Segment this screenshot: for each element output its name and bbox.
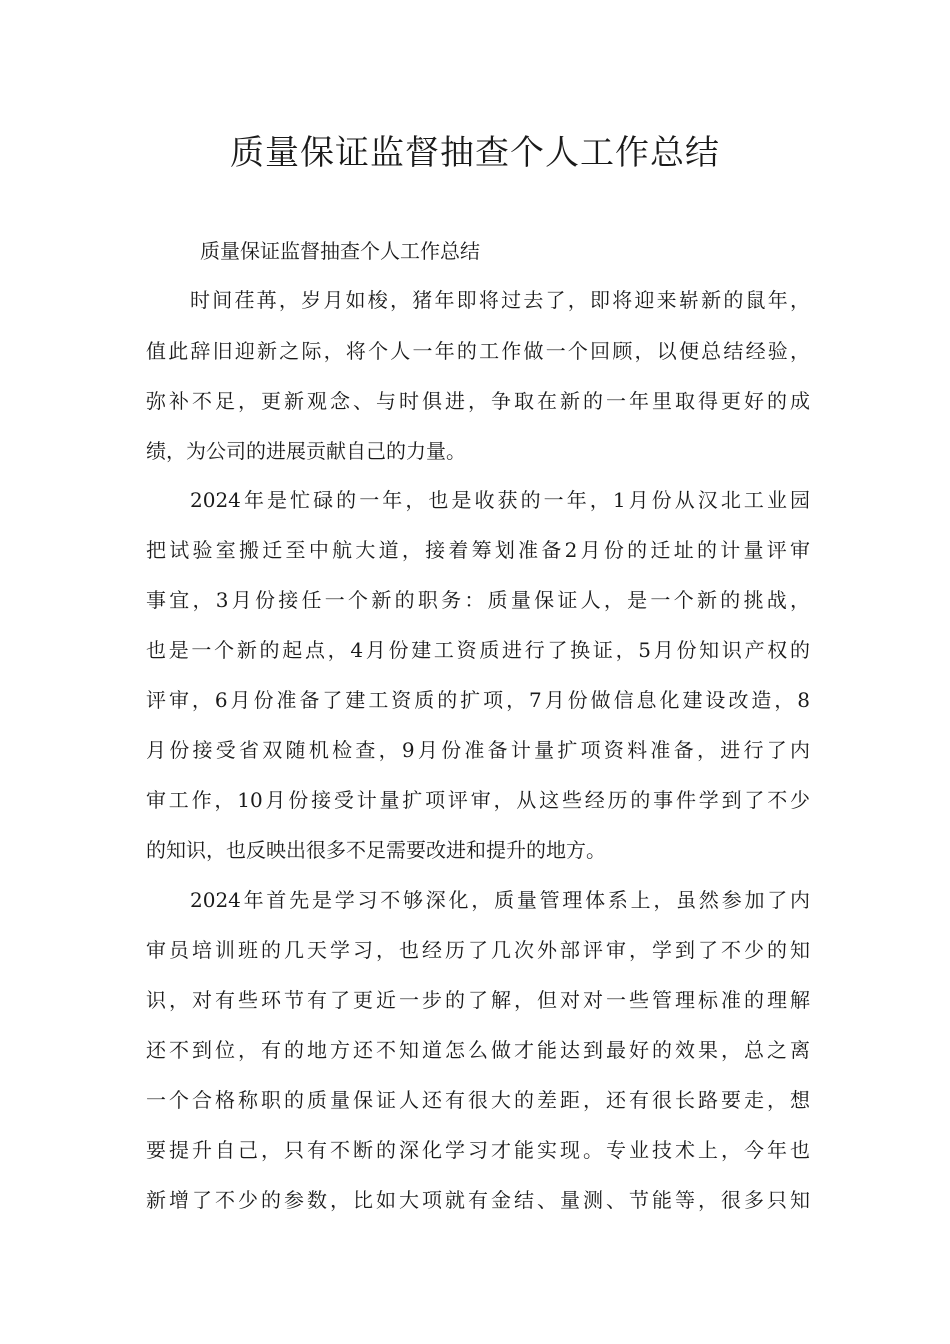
paragraph-line: 也是一个新的起点，4月份建工资质进行了换证，5月份知识产权的 — [146, 638, 810, 662]
paragraph-line: 2024年首先是学习不够深化，质量管理体系上，虽然参加了内 — [190, 888, 810, 912]
paragraph-line: 新增了不少的参数，比如大项就有金结、量测、节能等，很多只知 — [146, 1188, 810, 1212]
paragraph-line: 要提升自己，只有不断的深化学习才能实现。专业技术上，今年也 — [146, 1138, 810, 1162]
paragraph-line: 评审，6月份准备了建工资质的扩项，7月份做信息化建设改造，8 — [146, 688, 810, 712]
paragraph-line: 值此辞旧迎新之际，将个人一年的工作做一个回顾，以便总结经验， — [146, 339, 810, 363]
paragraph-line: 弥补不足，更新观念、与时俱进，争取在新的一年里取得更好的成 — [146, 389, 810, 413]
paragraph-line: 时间荏苒，岁月如梭，猪年即将过去了，即将迎来崭新的鼠年， — [190, 288, 810, 312]
paragraph-line: 的知识，也反映出很多不足需要改进和提升的地方。 — [146, 838, 606, 862]
paragraph-line: 月份接受省双随机检查，9月份准备计量扩项资料准备，进行了内 — [146, 738, 810, 762]
paragraph-line: 绩，为公司的进展贡献自己的力量。 — [146, 439, 466, 463]
document-title: 质量保证监督抽查个人工作总结 — [230, 133, 720, 173]
paragraph-line: 还不到位，有的地方还不知道怎么做才能达到最好的效果，总之离 — [146, 1038, 810, 1062]
paragraph-line: 审工作，10月份接受计量扩项评审，从这些经历的事件学到了不少 — [146, 788, 810, 812]
paragraph-line: 把试验室搬迁至中航大道，接着筹划准备2月份的迁址的计量评审 — [146, 538, 810, 562]
paragraph-line: 事宜，3月份接任一个新的职务：质量保证人，是一个新的挑战， — [146, 588, 810, 612]
document-subtitle: 质量保证监督抽查个人工作总结 — [200, 239, 480, 263]
paragraph-line: 识，对有些环节有了更近一步的了解，但对对一些管理标准的理解 — [146, 988, 810, 1012]
paragraph-line: 2024年是忙碌的一年，也是收获的一年，1月份从汉北工业园 — [190, 488, 810, 512]
paragraph-line: 一个合格称职的质量保证人还有很大的差距，还有很长路要走，想 — [146, 1088, 810, 1112]
paragraph-line: 审员培训班的几天学习，也经历了几次外部评审，学到了不少的知 — [146, 938, 810, 962]
